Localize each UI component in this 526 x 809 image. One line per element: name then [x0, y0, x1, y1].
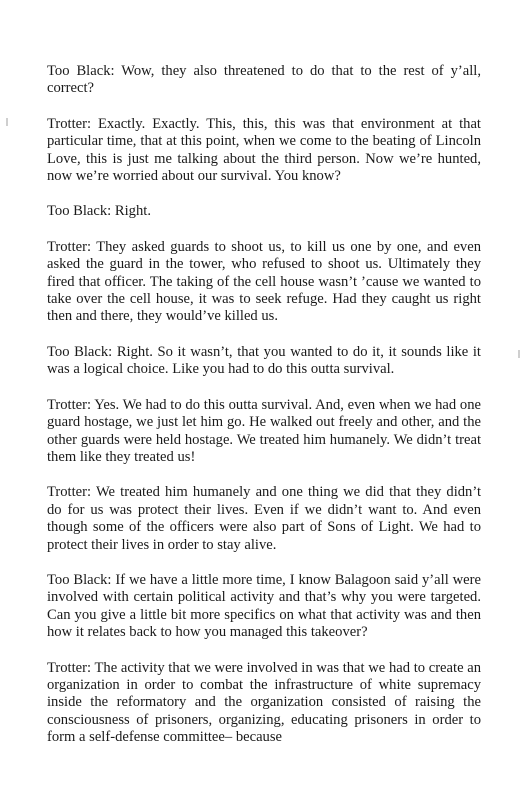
speaker-label: Too Black: — [47, 571, 112, 588]
left-edge-mark — [6, 118, 8, 126]
paragraph-text: Yes. We had to do this outta survival. And, even when we had one guard hostage, we just let him go. He walked out freely and other, and the other guards were held hostage. We treated him humanely. We didn’t treat them like they treated us! — [47, 396, 482, 465]
document-page — [47, 63, 481, 747]
paragraph-1 — [47, 63, 481, 98]
paragraph-text: If we have a little more time, I know Balagoon said y’all were involved with certain political activity and that’s why you were targeted. Can you give a little bit more specifics on what that activity was and then how it relates back to how you managed this takeover? — [47, 571, 482, 641]
right-edge-mark — [518, 350, 520, 358]
speaker-label: Trotter: — [47, 396, 92, 413]
paragraph-4 — [47, 239, 481, 326]
paragraph-2 — [47, 116, 481, 186]
speaker-label: Too Black: — [47, 63, 115, 79]
paragraph-text: Right. So it wasn’t, that you wanted to do it, it sounds like it was a logical choice. Like you had to do this outta survival. — [47, 343, 481, 378]
paragraph-text: Exactly. Exactly. This, this, this was that environment at that particular time, that at this point, when we come to the beating of Lincoln Love, this is just me talking about the third person. Now we’re hunted, now we’re worried about our survival. You know? — [47, 115, 481, 185]
speaker-label: Too Black: — [47, 203, 112, 220]
paragraph-5 — [47, 344, 481, 379]
paragraph-text: Right. — [114, 203, 151, 220]
speaker-label: Trotter: — [47, 484, 92, 501]
paragraph-text: We treated him humanely and one thing we did that they didn’t do for us was protect their lives. Even if we didn’t want to. And even though some of the officers were also part of Sons of Light. We had to protect their lives in order to stay alive. — [47, 484, 482, 553]
paragraph-text: The activity that we were involved in was that we had to create an organization in order to combat the infrastructure of white supremacy inside the reformatory and the organization consisted of raising the consciousness of prisoners, organizing, educating prisoners in order to form a self-defense committee– because — [47, 659, 481, 746]
paragraph-7 — [47, 484, 481, 554]
speaker-label: Trotter: — [47, 115, 92, 132]
paragraph-3 — [47, 203, 481, 220]
paragraph-9 — [47, 660, 481, 747]
speaker-label: Trotter: — [47, 659, 92, 676]
paragraph-8 — [47, 572, 481, 642]
speaker-label: Trotter: — [47, 238, 92, 255]
speaker-label: Too Black: — [47, 343, 113, 360]
paragraph-text: Wow, they also threatened to do that to the rest of y’all, correct? — [47, 63, 481, 97]
paragraph-text: They asked guards to shoot us, to kill us one by one, and even asked the guard in the tower, who refused to shoot us. Ultimately they fired that officer. The taking of the cell house wasn’t ’cause we wanted to take over the cell house, it was to seek refuge. Had they caught us right then and there, they would’ve killed us. — [47, 238, 481, 325]
paragraph-6 — [47, 397, 481, 467]
